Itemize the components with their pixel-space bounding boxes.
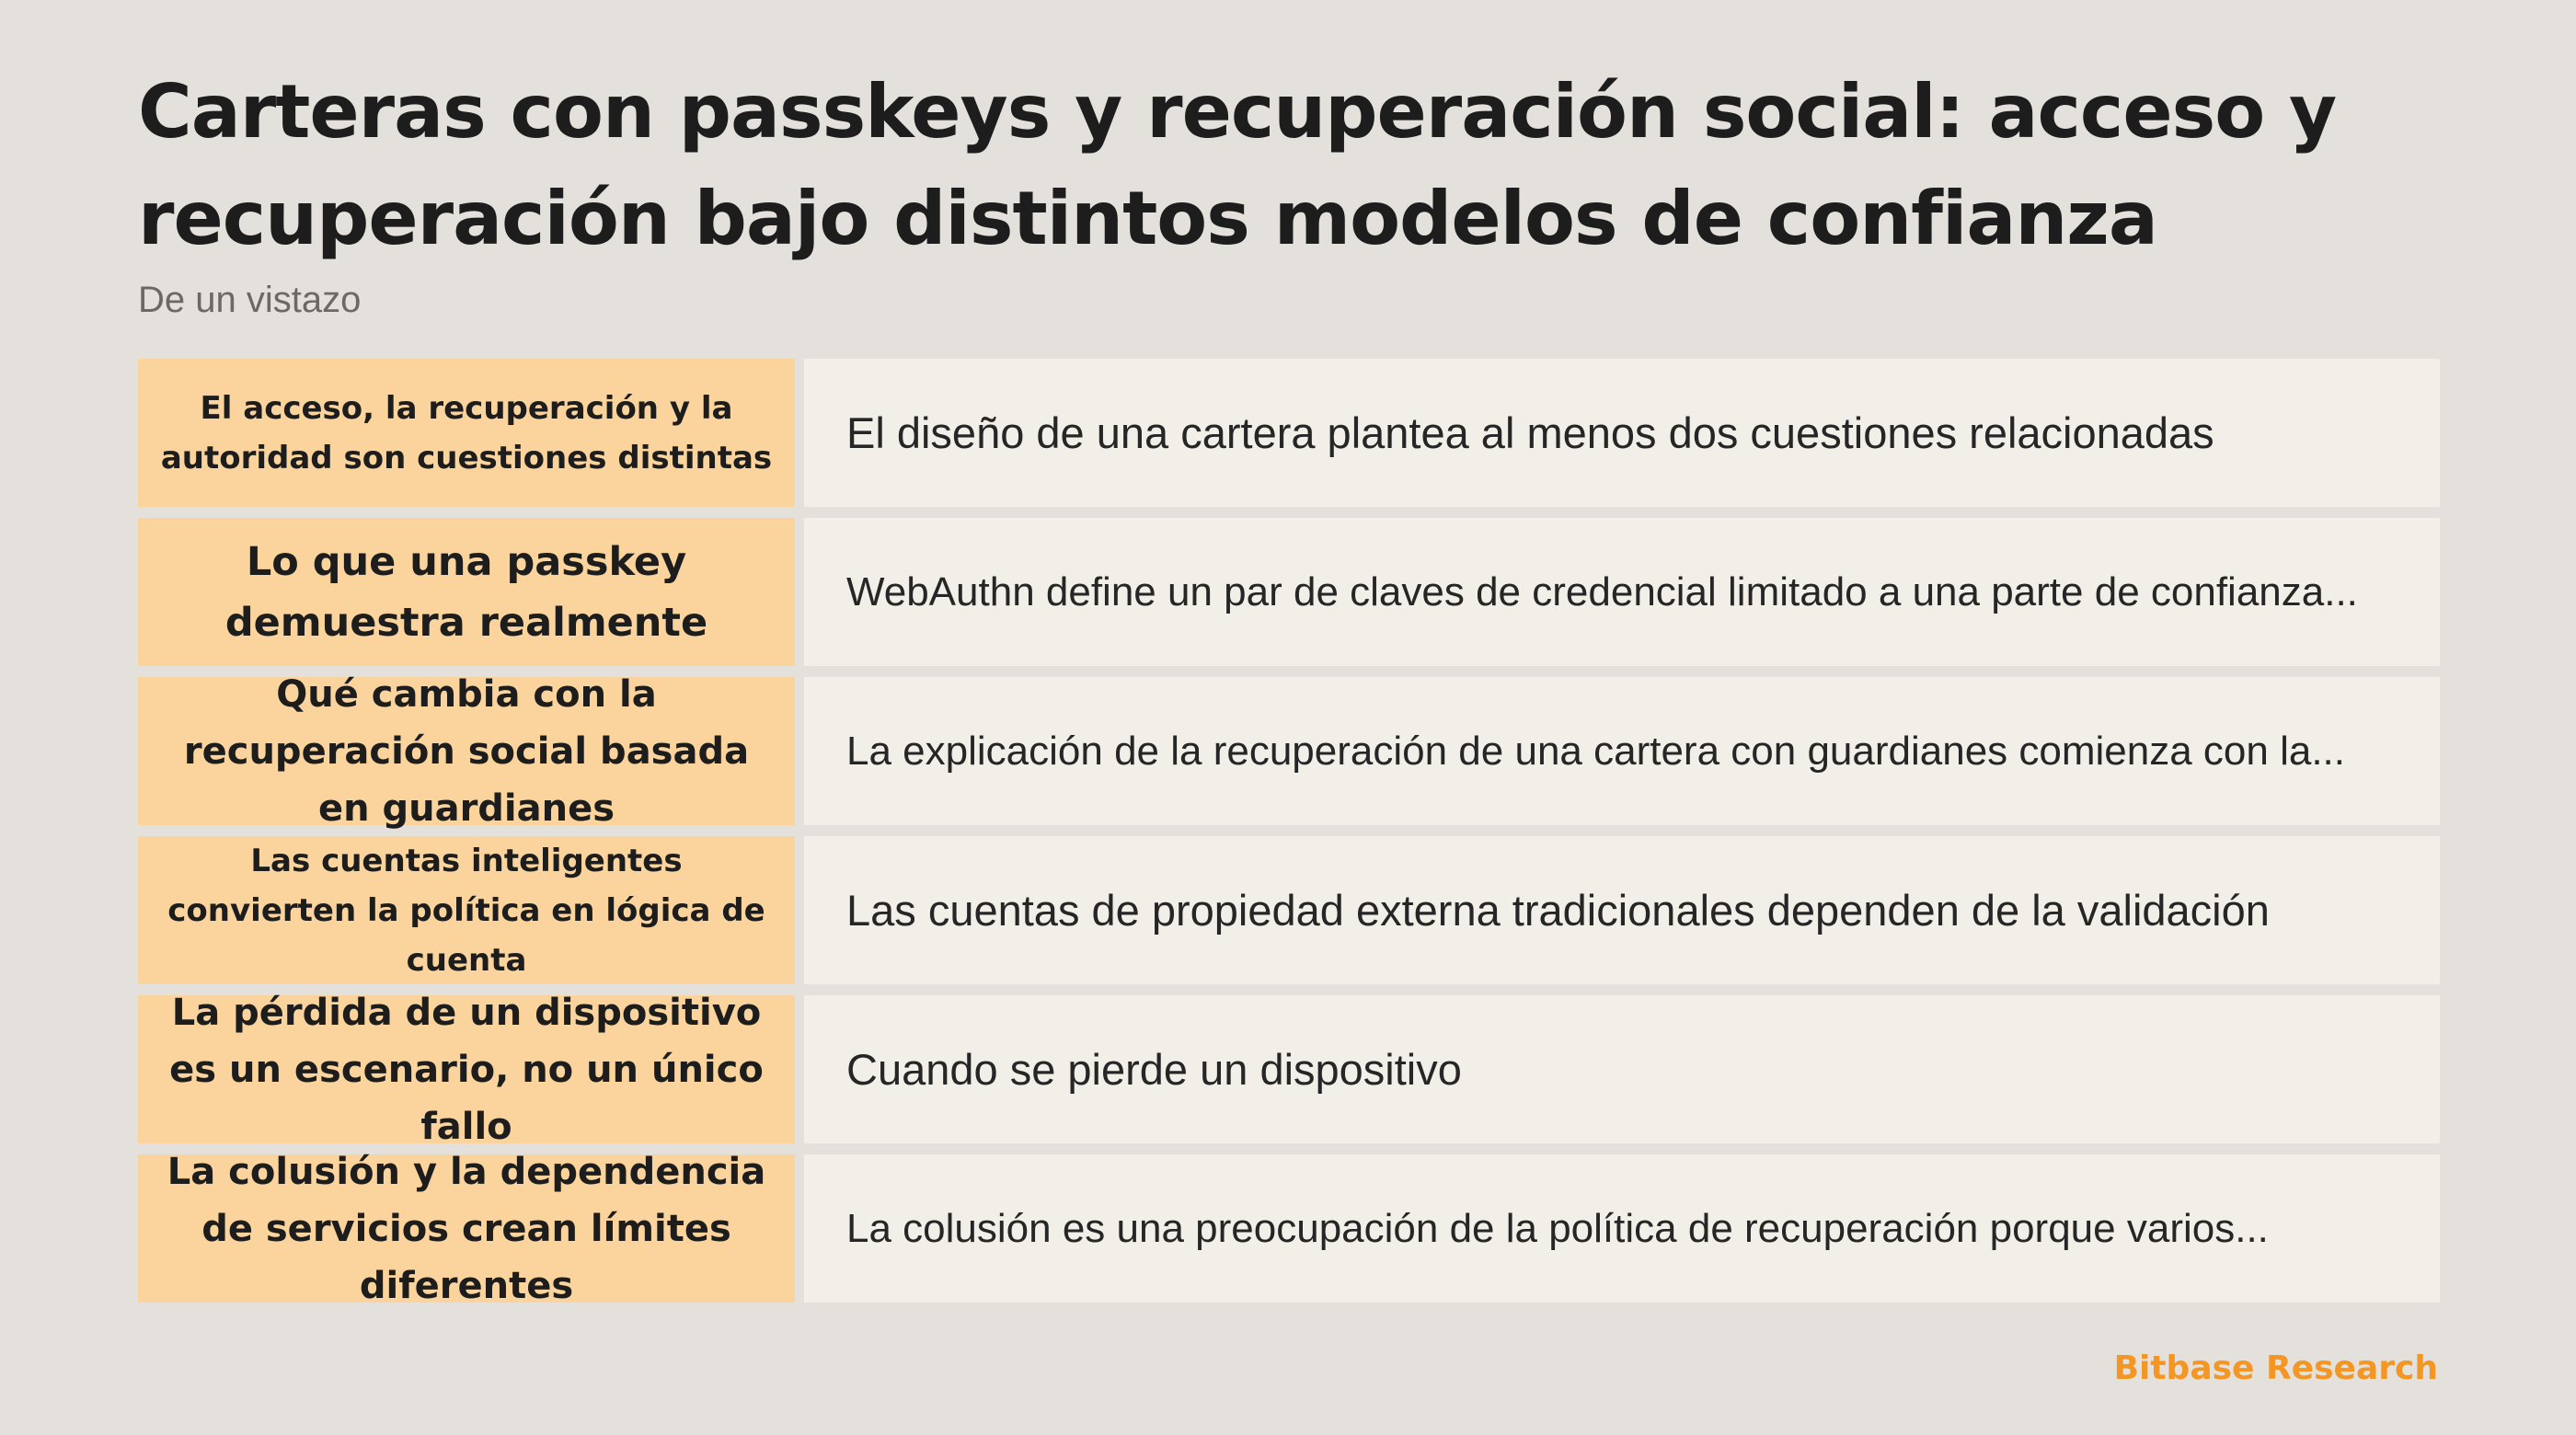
page-subtitle: De un vistazo: [138, 280, 362, 320]
page-content: [138, 59, 2440, 1307]
row-label: El acceso, la recuperación y la autoridad son cuestiones distintas: [138, 359, 795, 507]
row-description: Cuando se pierde un dispositivo: [804, 995, 2440, 1143]
row-description: La explicación de la recuperación de una cartera con guardianes comienza con la...: [804, 677, 2440, 825]
row-description: Las cuentas de propiedad externa tradicionales dependen de la validación: [804, 836, 2440, 984]
table-row: [138, 518, 2440, 666]
table-row: [138, 672, 2440, 830]
row-label: La pérdida de un dispositivo es un escenario, no un único fallo: [138, 995, 795, 1143]
table-row: [138, 836, 2440, 984]
row-label: Las cuentas inteligentes convierten la política en lógica de cuenta: [138, 836, 795, 984]
row-label: Qué cambia con la recuperación social basada en guardianes: [138, 677, 795, 825]
row-description: WebAuthn define un par de claves de credencial limitado a una parte de confianza...: [804, 518, 2440, 666]
row-label: Lo que una passkey demuestra realmente: [138, 518, 795, 666]
brand-logo-text: Bitbase Research: [2113, 1349, 2438, 1387]
page-title: Carteras con passkeys y recuperación social: acceso y recuperación bajo distintos modelos de confianza: [138, 69, 2337, 261]
row-description: El diseño de una cartera plantea al menos dos cuestiones relacionadas: [804, 359, 2440, 507]
row-description: La colusión es una preocupación de la política de recuperación porque varios...: [804, 1154, 2440, 1303]
row-label: La colusión y la dependencia de servicios crean límites diferentes: [138, 1154, 795, 1303]
table-row: [138, 991, 2440, 1148]
summary-table: [138, 359, 2440, 1307]
table-row: [138, 1150, 2440, 1307]
table-row: [138, 359, 2440, 507]
